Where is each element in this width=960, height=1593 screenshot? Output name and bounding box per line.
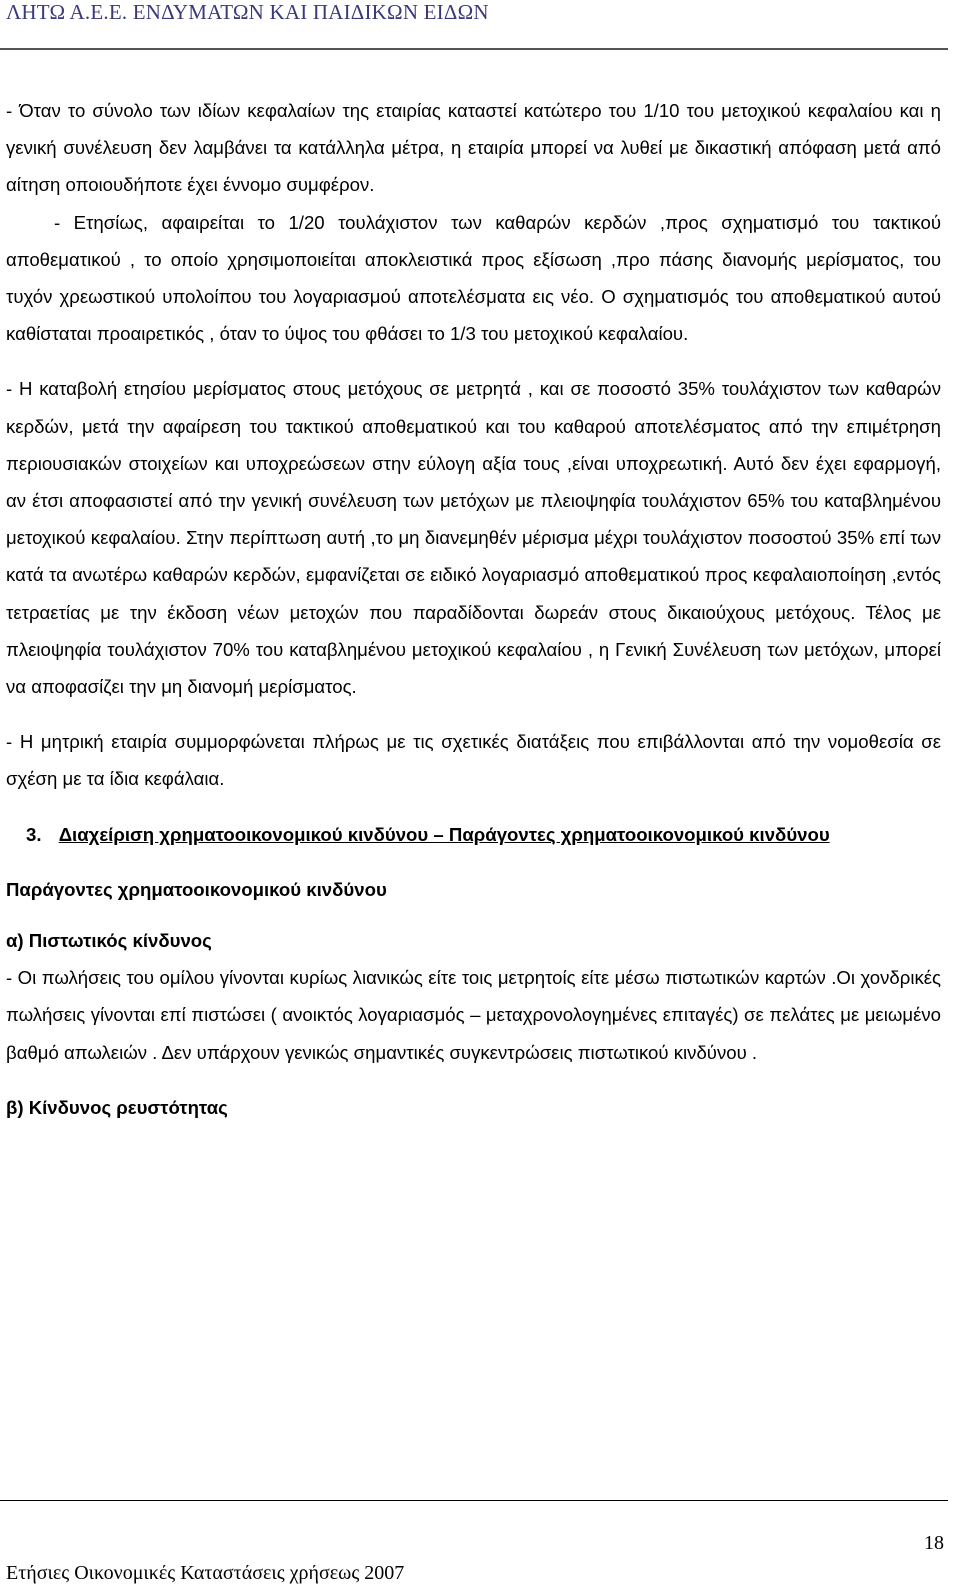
section-heading	[6, 816, 941, 853]
subheading-risk-factors: Παράγοντες χρηματοοικονομικού κινδύνου	[6, 878, 387, 900]
paragraph-credit-risk: - Οι πωλήσεις του ομίλου γίνονται κυρίως λιανικώς είτε τοις μετρητοίς είτε μέσω πιστωτικών καρτών .Οι χονδρικές πωλήσεις γίνονται επί πιστώσει ( ανοικτός λογαριασμός – μεταχρονολογημένες επιταγές) σε πελάτες με μειωμένο βαθμό απωλειών . Δεν υπάρχουν γενικώς σημαντικές συγκεντρώσεις πιστωτικού κινδύνου .	[6, 967, 941, 1063]
footer-title: Ετήσιες Οικονομικές Καταστάσεις χρήσεως 2007	[6, 1562, 405, 1584]
paragraph-equity-threshold: - Όταν το σύνολο των ιδίων κεφαλαίων της εταιρίας καταστεί κατώτερο του 1/10 του μετοχικού κεφαλαίου και η γενική συνέλευση δεν λαμβάνει τα κατάλληλα μέτρα, η εταιρία μπορεί να λυθεί με δικαστική απόφαση μετά από αίτηση οποιουδήποτε έχει έννομο συμφέρον.	[6, 100, 941, 196]
paragraph-dividend-policy: - Η καταβολή ετησίου μερίσματος στους μετόχους σε μετρητά , και σε ποσοστό 35% τουλάχιστον των καθαρών κερδών, μετά την αφαίρεση του τακτικού αποθεματικού και του καθαρού αποτελέσματος από την επιμέτρηση περιουσιακών στοιχείων και υποχρεώσεων στην εύλογη αξία τους ,είναι υποχρεωτική. Αυτό δεν έχει εφαρμογή, αν έτσι αποφασιστεί από την γενική συνέλευση των μετόχων με πλειοψηφία τουλάχιστον 65% του καταβλημένου μετοχικού κεφαλαίου. Στην περίπτωση αυτή ,το μη διανεμηθέν μέρισμα μέχρι τουλάχιστον ποσοστού 35% επί των κατά τα ανωτέρω καθαρών κερδών, εμφανίζεται σε ειδικό λογαριασμό αποθεματικού προς κεφαλαιοποίηση ,εντός τετραετίας με την έκδοση νέων μετοχών που παραδίδονται δωρεάν στους δικαιούχους μετόχους. Τέλος με πλειοψηφία τουλάχιστον 70% του καταβλημένου μετοχικού κεφαλαίου , η Γενική Συνέλευση των μετόχων, μπορεί να αποφασίζει την μη διανομή μερίσματος.	[6, 378, 941, 698]
footer-divider	[0, 1500, 948, 1501]
paragraph-statutory-reserve: - Ετησίως, αφαιρείται το 1/20 τουλάχιστον των καθαρών κερδών ,προς σχηματισμό του τακτικού αποθεματικού , το οποίο χρησιμοποιείται αποκλειστικά προς εξίσωση ,προ πάσης διανομής μερίσματος, του τυχόν χρεωστικού υπολοίπου του λογαριασμού αποτελέσματα εις νέο. Ο σχηματισμός του αποθεματικού αυτού καθίσταται προαιρετικός , όταν το ύψος του φθάσει το 1/3 του μετοχικού κεφαλαίου.	[6, 211, 941, 345]
header-divider	[0, 48, 948, 50]
section-number: 3.	[26, 823, 42, 845]
subheading-credit-risk: α) Πιστωτικός κίνδυνος	[6, 930, 212, 952]
header-title: ΛΗΤΩ Α.Ε.Ε. ΕΝΔΥΜΑΤΩΝ ΚΑΙ ΠΑΙΔΙΚΩΝ ΕΙΔΩΝ	[6, 0, 489, 24]
document-header	[6, 0, 946, 24]
document-body	[6, 92, 941, 1126]
section-title: Διαχείριση χρηματοοικονομικού κινδύνου – Παράγοντες χρηματοοικονομικού κινδύνου	[58, 823, 830, 845]
page-number: 18	[924, 1532, 944, 1554]
paragraph-parent-compliance: - Η μητρική εταιρία συμμορφώνεται πλήρως με τις σχετικές διατάξεις που επιβάλλονται από την νομοθεσία σε σχέση με τα ίδια κεφάλαια.	[6, 731, 941, 790]
subheading-liquidity-risk: β) Κίνδυνος ρευστότητας	[6, 1096, 228, 1118]
